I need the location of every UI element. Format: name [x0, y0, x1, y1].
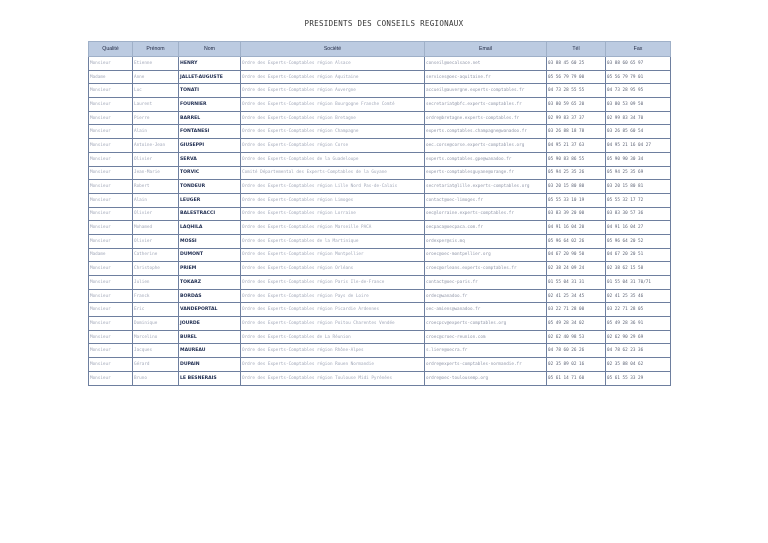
cell-nom: BUREL: [179, 330, 241, 344]
cell-email: oroec@oec-montpellier.org: [425, 248, 547, 262]
cell-qualite: Monsieur: [89, 166, 133, 180]
cell-qualite: Monsieur: [89, 358, 133, 372]
cell-fax: 03 22 71 28 05: [606, 303, 671, 317]
cell-nom: DUMONT: [179, 248, 241, 262]
cell-societe: Ordre des Experts-Comptables région Alsace: [241, 57, 425, 71]
cell-societe: Ordre des Experts-Comptables région Aquitaine: [241, 70, 425, 84]
cell-nom: GIUSEPPI: [179, 139, 241, 153]
table-row: [89, 70, 671, 84]
column-header-societe: Société: [241, 42, 425, 57]
cell-tel: 02 99 83 37 37: [547, 111, 606, 125]
cell-prenom: Olivier: [133, 152, 179, 166]
cell-prenom: Jacques: [133, 344, 179, 358]
cell-nom: VANDEPORTAL: [179, 303, 241, 317]
cell-societe: Ordre des Experts-Comptables de la Guadeloupe: [241, 152, 425, 166]
cell-societe: Comité Départemental des Experts-Comptables de la Guyane: [241, 166, 425, 180]
cell-societe: Ordre des Experts-Comptables région Corse: [241, 139, 425, 153]
cell-prenom: Antoine-Jean: [133, 139, 179, 153]
cell-email: s.liere@oecra.fr: [425, 344, 547, 358]
cell-prenom: Catherine: [133, 248, 179, 262]
cell-tel: 02 62 40 98 53: [547, 330, 606, 344]
cell-email: accueil@auvergne.experts-comptables.fr: [425, 84, 547, 98]
cell-nom: MAUREAU: [179, 344, 241, 358]
cell-fax: 05 56 79 79 01: [606, 70, 671, 84]
cell-tel: 05 56 79 79 00: [547, 70, 606, 84]
cell-qualite: Monsieur: [89, 371, 133, 385]
table-header-row: [89, 42, 671, 57]
cell-email: ordre@bretagne.experts-comptables.fr: [425, 111, 547, 125]
cell-qualite: Madame: [89, 248, 133, 262]
cell-nom: BARREL: [179, 111, 241, 125]
cell-email: croecpcv@experts-comptables.org: [425, 317, 547, 331]
cell-fax: 04 95 21 16 04 27: [606, 139, 671, 153]
cell-tel: 02 41 25 34 45: [547, 289, 606, 303]
cell-tel: 02 38 24 09 24: [547, 262, 606, 276]
cell-qualite: Monsieur: [89, 234, 133, 248]
cell-fax: 02 38 62 15 58: [606, 262, 671, 276]
table-row: [89, 234, 671, 248]
cell-prenom: Etienne: [133, 57, 179, 71]
table-row: [89, 84, 671, 98]
cell-societe: Ordre des Experts-Comptables région Rhône-Alpes: [241, 344, 425, 358]
table-row: [89, 248, 671, 262]
table-row: [89, 193, 671, 207]
column-header-email: Email: [425, 42, 547, 57]
cell-email: ordre@oec-toulousemp.org: [425, 371, 547, 385]
cell-fax: 04 67 20 20 51: [606, 248, 671, 262]
cell-societe: Ordre des Experts-Comptables région Orléans: [241, 262, 425, 276]
cell-nom: BORDAS: [179, 289, 241, 303]
cell-tel: 03 20 15 80 80: [547, 180, 606, 194]
cell-nom: LEUGER: [179, 193, 241, 207]
cell-nom: BALESTRACCI: [179, 207, 241, 221]
cell-nom: TONATI: [179, 84, 241, 98]
cell-nom: TORVIC: [179, 166, 241, 180]
cell-fax: 02 62 90 29 69: [606, 330, 671, 344]
column-header-tel: Tél: [547, 42, 606, 57]
cell-prenom: Julien: [133, 276, 179, 290]
column-header-nom: Nom: [179, 42, 241, 57]
cell-nom: MOSSI: [179, 234, 241, 248]
cell-qualite: Monsieur: [89, 207, 133, 221]
table-row: [89, 330, 671, 344]
cell-email: oec@lorraine.experts-comptables.fr: [425, 207, 547, 221]
table-row: [89, 317, 671, 331]
cell-qualite: Monsieur: [89, 193, 133, 207]
cell-qualite: Monsieur: [89, 289, 133, 303]
cell-fax: 03 20 15 80 81: [606, 180, 671, 194]
cell-societe: Ordre des Experts-Comptables région Bretagne: [241, 111, 425, 125]
table-row: [89, 166, 671, 180]
table-row: [89, 207, 671, 221]
cell-fax: 04 78 62 23 36: [606, 344, 671, 358]
cell-prenom: Jean-Marie: [133, 166, 179, 180]
cell-email: secretariat@bfc.experts-comptables.fr: [425, 98, 547, 112]
column-header-qualite: Qualité: [89, 42, 133, 57]
cell-fax: 05 94 25 35 69: [606, 166, 671, 180]
cell-fax: 02 99 83 34 70: [606, 111, 671, 125]
cell-email: oec-amiens@wanadoo.fr: [425, 303, 547, 317]
table-row: [89, 57, 671, 71]
cell-tel: 05 49 28 34 02: [547, 317, 606, 331]
cell-societe: Ordre des Experts-Comptables région Picardie Ardennes: [241, 303, 425, 317]
cell-tel: 02 35 89 02 16: [547, 358, 606, 372]
cell-prenom: Pierre: [133, 111, 179, 125]
cell-email: ordec@wanadoo.fr: [425, 289, 547, 303]
cell-prenom: Alain: [133, 125, 179, 139]
cell-societe: Ordre des Experts-Comptables région Auvergne: [241, 84, 425, 98]
cell-email: experts-comptablesguyane@orange.fr: [425, 166, 547, 180]
cell-email: contact@oec-limoges.fr: [425, 193, 547, 207]
cell-tel: 05 55 33 10 19: [547, 193, 606, 207]
table-row: [89, 371, 671, 385]
cell-nom: JOURDE: [179, 317, 241, 331]
cell-fax: 05 90 90 30 34: [606, 152, 671, 166]
cell-societe: Ordre des Experts-Comptables région Poitou Charentes Vendée: [241, 317, 425, 331]
cell-fax: 04 91 16 04 27: [606, 221, 671, 235]
cell-prenom: Franck: [133, 289, 179, 303]
cell-qualite: Monsieur: [89, 84, 133, 98]
cell-email: services@oec-aquitaine.fr: [425, 70, 547, 84]
cell-email: croec@orleans.experts-comptables.fr: [425, 262, 547, 276]
cell-prenom: Anne: [133, 70, 179, 84]
cell-qualite: Monsieur: [89, 317, 133, 331]
cell-nom: LAQHILA: [179, 221, 241, 235]
cell-tel: 03 22 71 28 00: [547, 303, 606, 317]
page-title: PRESIDENTS DES CONSEILS REGIONAUX: [304, 19, 464, 28]
cell-tel: 01 55 04 31 31: [547, 276, 606, 290]
cell-qualite: Monsieur: [89, 330, 133, 344]
table-row: [89, 262, 671, 276]
cell-societe: Ordre des Experts-Comptables région Marseille PACA: [241, 221, 425, 235]
cell-qualite: Monsieur: [89, 180, 133, 194]
cell-email: oec.corse@corse.experts-comptables.org: [425, 139, 547, 153]
cell-nom: SERVA: [179, 152, 241, 166]
cell-email: secretariat@lille.experts-comptables.org: [425, 180, 547, 194]
cell-email: experts.comptables.champagne@wanadoo.fr: [425, 125, 547, 139]
cell-societe: Ordre des Experts-Comptables région Rouen Normandie: [241, 358, 425, 372]
cell-qualite: Monsieur: [89, 152, 133, 166]
cell-email: croec@croec-reunion.com: [425, 330, 547, 344]
cell-qualite: Monsieur: [89, 344, 133, 358]
cell-email: oecpaca@oecpaca.com.fr: [425, 221, 547, 235]
cell-qualite: Monsieur: [89, 98, 133, 112]
cell-prenom: Gérard: [133, 358, 179, 372]
cell-nom: HENRY: [179, 57, 241, 71]
cell-tel: 04 67 20 90 50: [547, 248, 606, 262]
cell-prenom: Mohamed: [133, 221, 179, 235]
cell-tel: 05 94 25 35 26: [547, 166, 606, 180]
table-row: [89, 98, 671, 112]
cell-tel: 05 96 64 02 26: [547, 234, 606, 248]
table-row: [89, 152, 671, 166]
cell-societe: Ordre des Experts-Comptables région Limoges: [241, 193, 425, 207]
cell-email: contact@oec-paris.fr: [425, 276, 547, 290]
cell-societe: Ordre des Experts-Comptables région Paris Ile-de-France: [241, 276, 425, 290]
cell-tel: 04 91 16 04 20: [547, 221, 606, 235]
table-row: [89, 180, 671, 194]
cell-prenom: Olivier: [133, 207, 179, 221]
cell-nom: FONTANESI: [179, 125, 241, 139]
table-row: [89, 221, 671, 235]
cell-fax: 05 55 32 17 72: [606, 193, 671, 207]
cell-tel: 03 88 45 60 25: [547, 57, 606, 71]
table-row: [89, 344, 671, 358]
cell-fax: 05 49 28 36 91: [606, 317, 671, 331]
cell-societe: Ordre des Experts-Comptables région Pays de Loire: [241, 289, 425, 303]
cell-prenom: Eric: [133, 303, 179, 317]
cell-fax: 02 41 25 35 46: [606, 289, 671, 303]
table-row: [89, 125, 671, 139]
cell-qualite: Monsieur: [89, 111, 133, 125]
cell-societe: Ordre des Experts-Comptables région Montpellier: [241, 248, 425, 262]
cell-prenom: Christophe: [133, 262, 179, 276]
table-body: [89, 57, 671, 386]
cell-nom: DUPAIN: [179, 358, 241, 372]
cell-fax: 03 88 60 65 97: [606, 57, 671, 71]
cell-prenom: Luc: [133, 84, 179, 98]
cell-qualite: Madame: [89, 70, 133, 84]
table-row: [89, 303, 671, 317]
cell-prenom: Laurent: [133, 98, 179, 112]
cell-nom: TOKARZ: [179, 276, 241, 290]
cell-societe: Ordre des Experts-Comptables région Bourgogne Franche Comté: [241, 98, 425, 112]
cell-tel: 04 73 28 55 55: [547, 84, 606, 98]
cell-nom: FOURNIER: [179, 98, 241, 112]
cell-tel: 03 83 39 20 00: [547, 207, 606, 221]
table-row: [89, 139, 671, 153]
cell-fax: 03 26 85 60 54: [606, 125, 671, 139]
cell-fax: 05 61 55 33 29: [606, 371, 671, 385]
cell-tel: 04 95 21 37 63: [547, 139, 606, 153]
cell-qualite: Monsieur: [89, 276, 133, 290]
cell-nom: TONDEUR: [179, 180, 241, 194]
cell-societe: Ordre des Experts-Comptables région Lille Nord Pas-de-Calais: [241, 180, 425, 194]
cell-qualite: Monsieur: [89, 303, 133, 317]
cell-email: conseil@oecalsace.net: [425, 57, 547, 71]
cell-fax: 03 80 53 09 50: [606, 98, 671, 112]
cell-tel: 04 78 60 26 26: [547, 344, 606, 358]
cell-qualite: Monsieur: [89, 57, 133, 71]
cell-email: experts.comptables.gpe@wanadoo.fr: [425, 152, 547, 166]
table-row: [89, 111, 671, 125]
cell-fax: 04 73 28 95 95: [606, 84, 671, 98]
cell-fax: 03 83 30 57 36: [606, 207, 671, 221]
table-row: [89, 276, 671, 290]
cell-fax: 05 96 64 20 52: [606, 234, 671, 248]
cell-societe: Ordre des Experts-Comptables région Toulouse Midi Pyrénées: [241, 371, 425, 385]
cell-email: ordexper@sis.mq: [425, 234, 547, 248]
presidents-table: [88, 41, 671, 386]
cell-societe: Ordre des Experts-Comptables région Lorraine: [241, 207, 425, 221]
cell-qualite: Monsieur: [89, 125, 133, 139]
cell-societe: Ordre des Experts-Comptables de la Martinique: [241, 234, 425, 248]
cell-prenom: Dominique: [133, 317, 179, 331]
cell-nom: PRIEM: [179, 262, 241, 276]
table-row: [89, 289, 671, 303]
cell-fax: 02 35 88 04 62: [606, 358, 671, 372]
cell-prenom: Alain: [133, 193, 179, 207]
cell-fax: 01 55 04 31 70/71: [606, 276, 671, 290]
table-row: [89, 358, 671, 372]
cell-tel: 05 90 83 86 55: [547, 152, 606, 166]
cell-prenom: Olivier: [133, 234, 179, 248]
cell-nom: JALLET-AUGUSTE: [179, 70, 241, 84]
column-header-fax: Fax: [606, 42, 671, 57]
cell-qualite: Monsieur: [89, 262, 133, 276]
cell-qualite: Monsieur: [89, 221, 133, 235]
cell-prenom: Robert: [133, 180, 179, 194]
cell-qualite: Monsieur: [89, 139, 133, 153]
cell-societe: Ordre des Experts-Comptables région Champagne: [241, 125, 425, 139]
cell-societe: Ordre des Experts-Comptables de La Réunion: [241, 330, 425, 344]
cell-tel: 03 80 59 65 20: [547, 98, 606, 112]
cell-prenom: Marcelino: [133, 330, 179, 344]
cell-prenom: Bruno: [133, 371, 179, 385]
cell-tel: 05 61 14 71 60: [547, 371, 606, 385]
column-header-prenom: Prénom: [133, 42, 179, 57]
cell-nom: LE BESNERAIS: [179, 371, 241, 385]
cell-email: ordre@experts-comptables-normandie.fr: [425, 358, 547, 372]
cell-tel: 03 26 88 18 78: [547, 125, 606, 139]
